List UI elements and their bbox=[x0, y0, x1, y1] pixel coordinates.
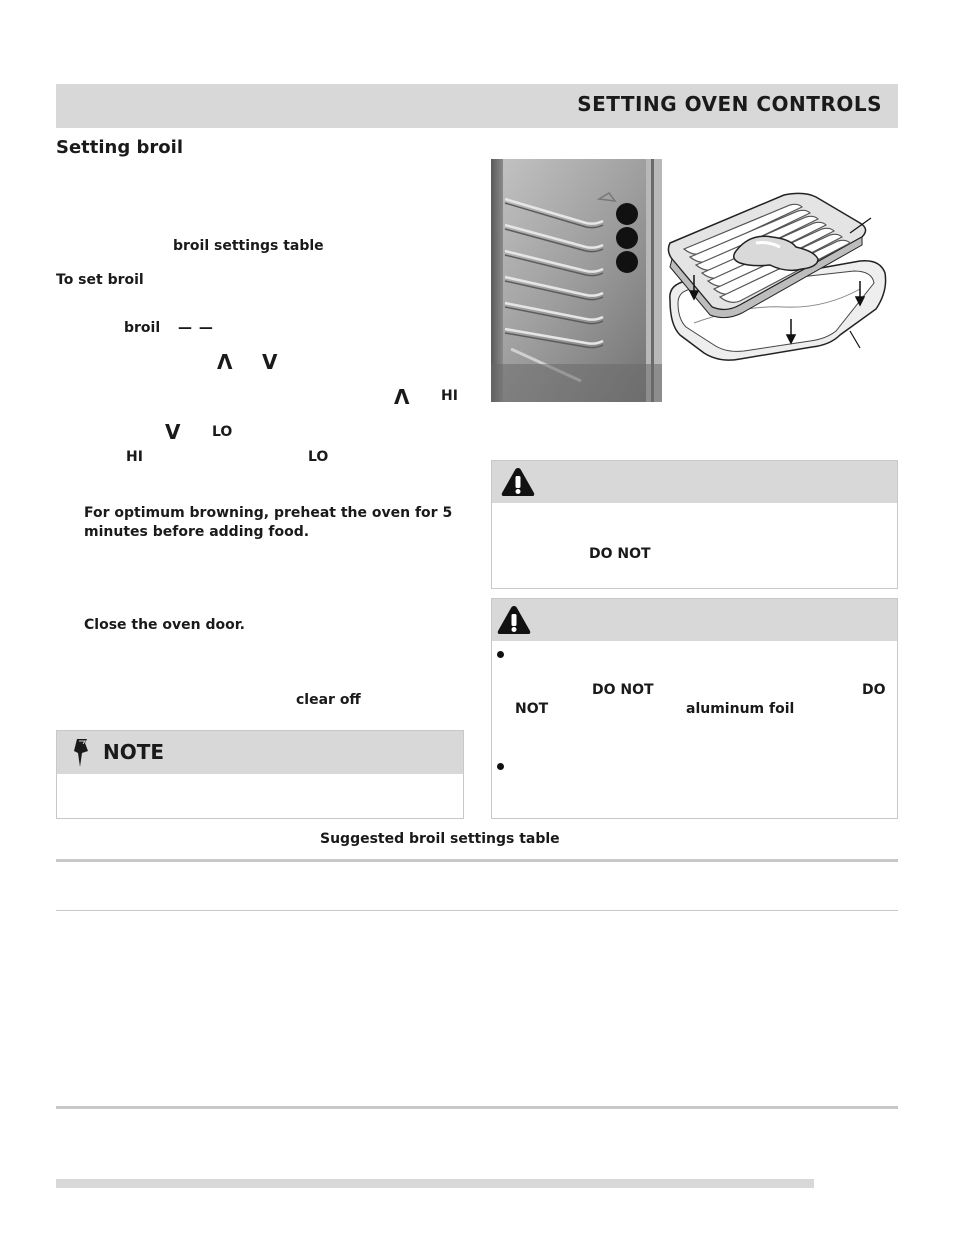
warning-box bbox=[491, 460, 898, 589]
section-title: Setting broil bbox=[56, 137, 183, 158]
table-title: Suggested broil settings table bbox=[320, 831, 560, 847]
table-bottom-rule bbox=[56, 1106, 898, 1109]
warning-do: DO bbox=[862, 682, 886, 698]
note-box bbox=[56, 730, 464, 819]
down-arrow-icon: V bbox=[165, 420, 181, 444]
warning-triangle-icon bbox=[496, 604, 532, 636]
broiler-pan-illustration bbox=[664, 185, 894, 370]
note-header bbox=[57, 731, 463, 774]
to-set-broil-heading: To set broil bbox=[56, 272, 144, 288]
footer-bar bbox=[56, 1179, 814, 1188]
lo-setting-label: LO bbox=[308, 449, 329, 465]
close-door-step: Close the oven door. bbox=[84, 617, 245, 633]
up-arrow-icon: Λ bbox=[394, 385, 410, 409]
warning-header bbox=[492, 599, 897, 641]
aluminum-foil-text: aluminum foil bbox=[686, 701, 795, 717]
broil-key-label: broil bbox=[124, 320, 161, 336]
warning-box bbox=[491, 598, 898, 819]
table-header-rule bbox=[56, 910, 898, 911]
warning-not: NOT bbox=[515, 701, 549, 717]
warning-header bbox=[492, 461, 897, 503]
warning-triangle-icon bbox=[500, 466, 536, 498]
bullet-dot bbox=[497, 651, 504, 658]
bullet-dot bbox=[497, 763, 504, 770]
warning-do-not: DO NOT bbox=[589, 546, 651, 562]
down-arrow-icon: V bbox=[262, 350, 278, 374]
oven-rack-photo bbox=[491, 159, 662, 402]
lo-setting-label: LO bbox=[212, 424, 233, 440]
up-arrow-icon: Λ bbox=[217, 350, 233, 374]
table-top-rule bbox=[56, 859, 898, 862]
display-dashes: — — bbox=[178, 320, 214, 336]
pushpin-icon bbox=[71, 737, 95, 769]
page-title: SETTING OVEN CONTROLS bbox=[577, 92, 882, 116]
hi-setting-label: HI bbox=[441, 388, 458, 404]
header-bar bbox=[56, 84, 898, 128]
warning-do-not: DO NOT bbox=[592, 682, 654, 698]
hi-setting-label: HI bbox=[126, 449, 143, 465]
table-reference: broil settings table bbox=[173, 238, 324, 254]
preheat-tip: For optimum browning, preheat the oven for 5 minutes before adding food. bbox=[84, 505, 453, 540]
note-label: NOTE bbox=[103, 740, 165, 764]
clear-off-text: clear off bbox=[296, 692, 361, 708]
